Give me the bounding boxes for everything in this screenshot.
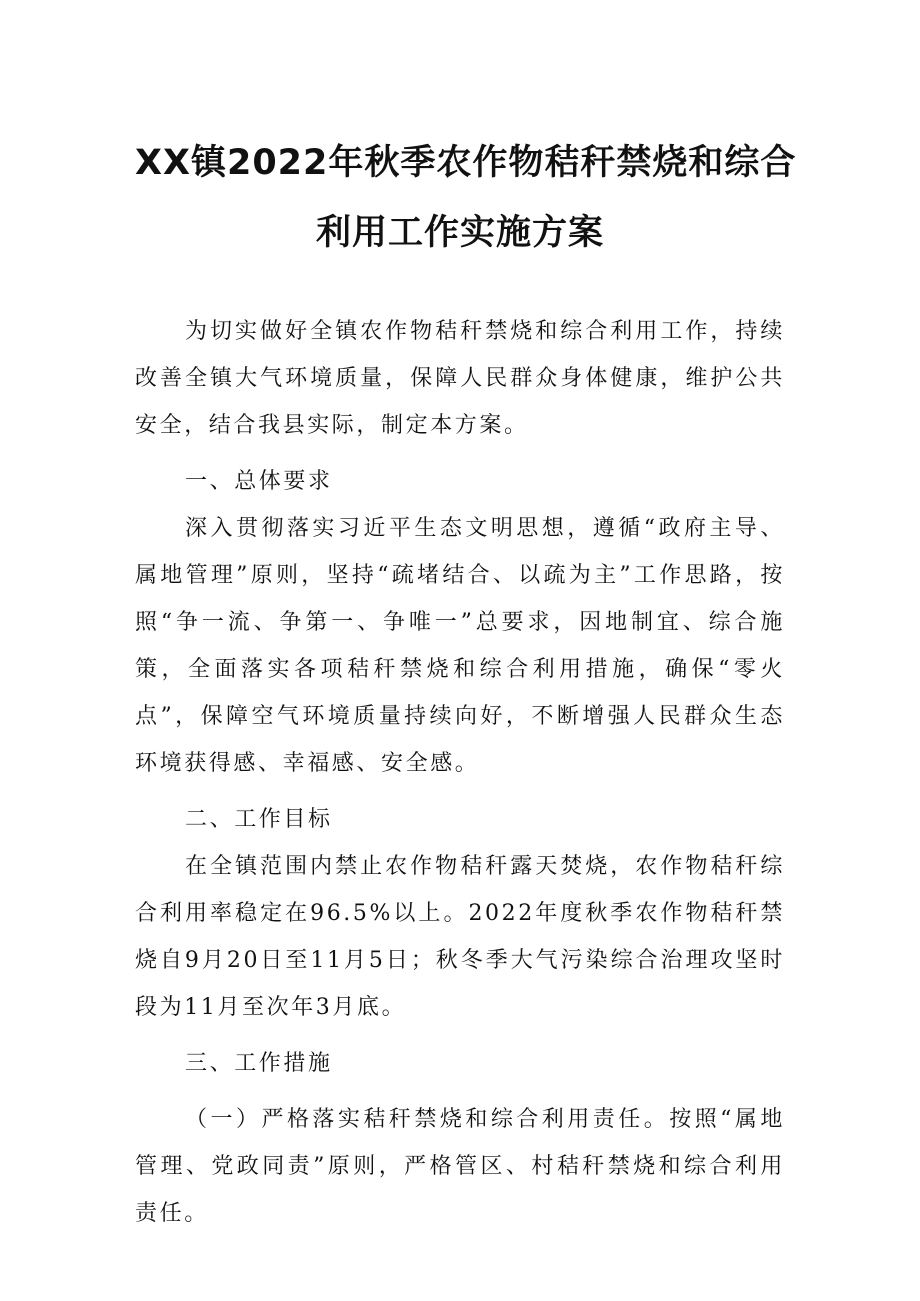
section-heading-1: 一、总体要求 <box>185 469 333 494</box>
section-heading-3: 三、工作措施 <box>185 1051 333 1076</box>
title-line-2: 利用工作实施方案 <box>315 213 604 253</box>
section-heading-2: 二、工作目标 <box>185 807 333 832</box>
section-paragraph-3-item-1: （一）严格落实秸秆禁烧和综合利用责任。按照“属地管理、党政同责”原则，严格管区、村秸秆禁烧和综合利用责任。 <box>135 1107 785 1226</box>
document-body <box>135 308 785 1237</box>
intro-paragraph: 为切实做好全镇农作物秸秆禁烧和综合利用工作，持续改善全镇大气环境质量，保障人民群众身体健康，维护公共安全，结合我县实际，制定本方案。 <box>135 319 785 438</box>
document-title <box>135 0 797 268</box>
title-line-1: XX镇2022年秋季农作物秸秆禁烧和综合 <box>135 143 797 183</box>
section-paragraph-1: 深入贯彻落实习近平生态文明思想，遵循“政府主导、属地管理”原则，坚持“疏堵结合、以疏为主”工作思路，按照“争一流、争第一、争唯一”总要求，因地制宜、综合施策，全面落实各项秸秆禁烧和综合利用措施，确保“零火点”，保障空气环境质量持续向好，不断增强人民群众生态环境获得感、幸福感、安全感。 <box>135 516 785 776</box>
section-paragraph-2: 在全镇范围内禁止农作物秸秆露天焚烧，农作物秸秆综合利用率稳定在96.5%以上。2022年度秋季农作物秸秆禁烧自9月20日至11月5日；秋冬季大气污染综合治理攻坚时段为11月至次年3月底。 <box>135 854 785 1020</box>
